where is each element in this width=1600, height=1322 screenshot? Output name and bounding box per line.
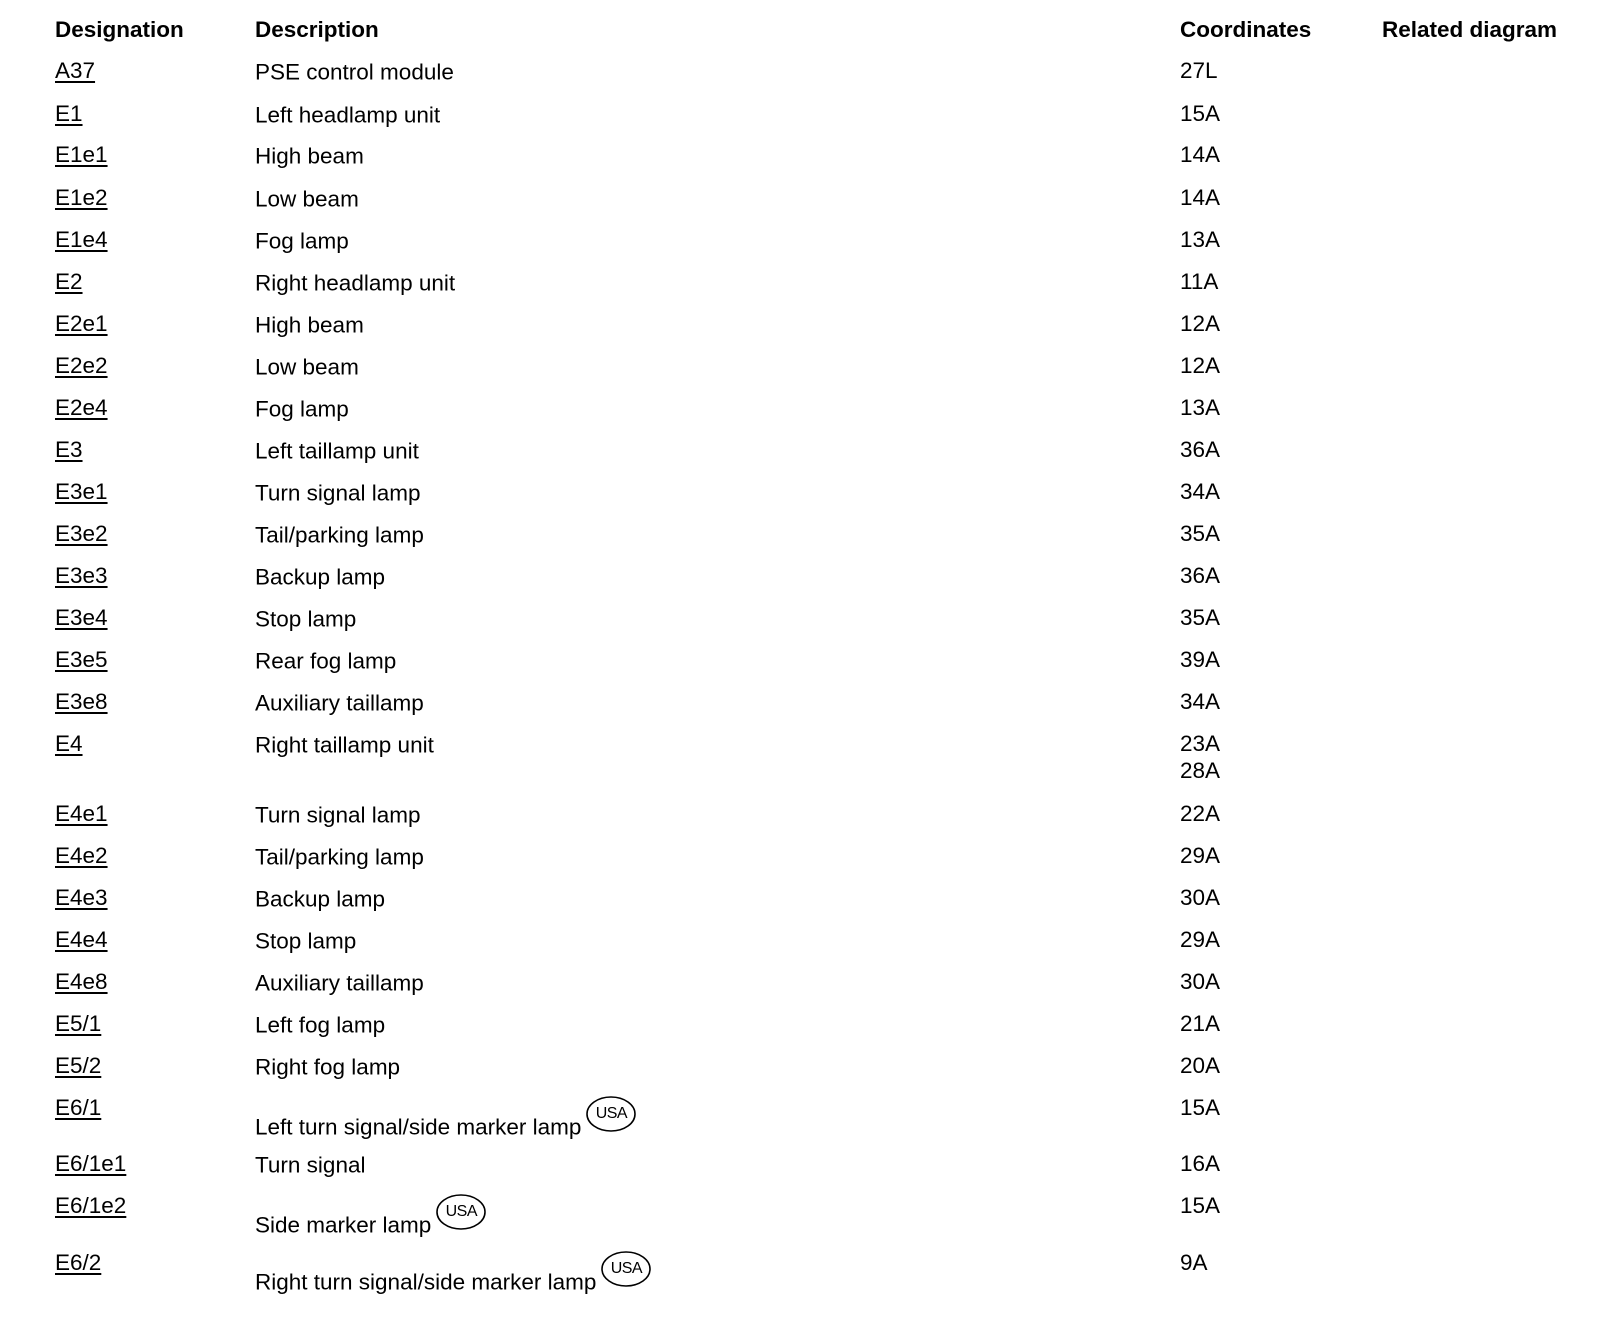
header-designation: Designation — [55, 17, 184, 42]
description-cell — [255, 1105, 637, 1146]
coordinates-cell — [1180, 842, 1220, 869]
description-text: Turn signal lamp — [255, 802, 421, 828]
coordinate-value: 13A — [1180, 227, 1221, 252]
coordinate-value: 15A — [1180, 101, 1221, 126]
coordinate-value: 34A — [1180, 479, 1221, 504]
coordinates-cell — [1180, 1249, 1208, 1276]
coordinate-value: 29A — [1180, 843, 1221, 868]
description-text: Left taillamp unit — [255, 438, 419, 464]
coordinate-value: 39A — [1180, 647, 1221, 672]
designation-link[interactable]: E3e5 — [55, 647, 108, 672]
coordinate-value: 30A — [1180, 885, 1221, 910]
coordinates-cell — [1180, 1192, 1220, 1219]
description-cell — [255, 688, 424, 717]
coordinate-value: 34A — [1180, 689, 1221, 714]
designation-link[interactable]: E1e2 — [55, 185, 108, 210]
description-cell — [255, 352, 359, 381]
designation-link[interactable]: E3e2 — [55, 521, 108, 546]
description-cell — [255, 562, 385, 591]
designation-link[interactable]: A37 — [55, 58, 96, 83]
designation-link[interactable]: E2e4 — [55, 395, 108, 420]
description-cell — [255, 800, 421, 829]
coordinates-cell — [1180, 478, 1220, 505]
header-coordinates: Coordinates — [1180, 17, 1312, 42]
coordinates-cell — [1180, 1150, 1220, 1177]
header-description: Description — [255, 17, 379, 42]
designation-link[interactable]: E2e1 — [55, 311, 108, 336]
designation-link[interactable]: E4e2 — [55, 843, 108, 868]
description-text: Low beam — [255, 186, 359, 212]
coordinates-cell — [1180, 520, 1220, 547]
description-cell — [255, 436, 419, 465]
coordinate-value: 20A — [1180, 1053, 1221, 1078]
description-cell — [255, 604, 356, 633]
coordinates-cell — [1180, 436, 1220, 463]
coordinate-value: 13A — [1180, 395, 1221, 420]
usa-badge-text: USA — [595, 1105, 628, 1122]
designation-link[interactable]: E3 — [55, 437, 83, 462]
designation-link[interactable]: E6/1e2 — [55, 1193, 127, 1218]
coordinates-cell — [1180, 800, 1220, 827]
designation-link[interactable]: E6/2 — [55, 1250, 102, 1275]
coordinates-cell — [1180, 1094, 1220, 1121]
coordinates-cell — [1180, 394, 1220, 421]
designation-link[interactable]: E6/1 — [55, 1095, 102, 1120]
designation-link[interactable]: E4e1 — [55, 801, 108, 826]
coordinates-cell — [1180, 968, 1220, 995]
coordinate-value: 9A — [1180, 1250, 1208, 1275]
description-cell — [255, 520, 424, 549]
description-text: Left headlamp unit — [255, 102, 441, 128]
designation-link[interactable]: E1e1 — [55, 142, 108, 167]
coordinate-value: 16A — [1180, 1151, 1221, 1176]
description-text: Backup lamp — [255, 564, 386, 590]
coordinate-value: 15A — [1180, 1193, 1221, 1218]
coordinates-cell — [1180, 688, 1220, 715]
description-text: Rear fog lamp — [255, 648, 397, 674]
usa-badge-icon — [435, 1193, 487, 1231]
coordinate-value: 36A — [1180, 563, 1221, 588]
coordinate-value: 29A — [1180, 927, 1221, 952]
coordinates-cell — [1180, 884, 1220, 911]
description-text: Backup lamp — [255, 886, 386, 912]
description-cell — [255, 730, 434, 759]
description-cell — [255, 1052, 400, 1081]
description-text: Tail/parking lamp — [255, 522, 424, 548]
coordinate-value: 27L — [1180, 58, 1218, 83]
description-cell — [255, 1260, 652, 1301]
header-related-diagram: Related diagram — [1382, 17, 1558, 42]
description-cell — [255, 968, 424, 997]
coordinate-value: 36A — [1180, 437, 1221, 462]
description-cell — [255, 926, 356, 955]
coordinate-value: 11A — [1180, 269, 1219, 294]
designation-link[interactable]: E4e3 — [55, 885, 108, 910]
description-cell — [255, 1203, 487, 1244]
coordinates-cell — [1180, 926, 1220, 953]
designation-link[interactable]: E3e8 — [55, 689, 108, 714]
description-text: Auxiliary taillamp — [255, 970, 424, 996]
coordinate-value: 28A — [1180, 758, 1221, 783]
designation-link[interactable]: E6/1e1 — [55, 1151, 127, 1176]
description-text: Stop lamp — [255, 928, 357, 954]
coordinate-value: 14A — [1180, 185, 1221, 210]
designation-link[interactable]: E4 — [55, 731, 83, 756]
usa-badge-icon — [600, 1250, 652, 1288]
coordinate-value: 12A — [1180, 311, 1221, 336]
coordinates-cell — [1180, 57, 1218, 84]
description-text: Left turn signal/side marker lamp — [255, 1114, 582, 1140]
coordinate-value: 12A — [1180, 353, 1221, 378]
designation-link[interactable]: E5/2 — [55, 1053, 102, 1078]
coordinates-cell — [1180, 268, 1218, 295]
description-cell — [255, 100, 440, 129]
description-text: Turn signal lamp — [255, 480, 421, 506]
description-text: Turn signal — [255, 1152, 366, 1178]
description-text: Fog lamp — [255, 396, 349, 422]
coordinates-cell — [1180, 604, 1220, 631]
description-cell — [255, 1150, 365, 1179]
designation-link[interactable]: E4e8 — [55, 969, 108, 994]
coordinate-value: 21A — [1180, 1011, 1221, 1036]
description-text: Low beam — [255, 354, 359, 380]
description-text: Right fog lamp — [255, 1054, 401, 1080]
description-cell — [255, 394, 349, 423]
description-cell — [255, 141, 364, 170]
designation-link[interactable]: E2 — [55, 269, 83, 294]
coordinates-cell — [1180, 1010, 1220, 1037]
description-text: High beam — [255, 312, 364, 338]
description-cell — [255, 184, 359, 213]
coordinates-cell — [1180, 310, 1220, 337]
coordinate-value: 22A — [1180, 801, 1221, 826]
description-text: Tail/parking lamp — [255, 844, 424, 870]
description-text: Side marker lamp — [255, 1212, 432, 1238]
coordinates-cell — [1180, 184, 1220, 211]
coordinate-value: 14A — [1180, 142, 1221, 167]
description-cell — [255, 842, 424, 871]
designation-link[interactable]: E5/1 — [55, 1011, 102, 1036]
coordinates-cell — [1180, 562, 1220, 589]
coordinate-value: 23A — [1180, 731, 1221, 756]
description-cell — [255, 268, 455, 297]
coordinate-value: 35A — [1180, 521, 1221, 546]
coordinates-cell — [1180, 730, 1220, 784]
description-cell — [255, 646, 396, 675]
description-cell — [255, 310, 364, 339]
designation-link[interactable]: E3e4 — [55, 605, 108, 630]
coordinates-cell — [1180, 100, 1220, 127]
coordinates-cell — [1180, 646, 1220, 673]
coordinate-value: 15A — [1180, 1095, 1221, 1120]
coordinates-cell — [1180, 352, 1220, 379]
description-text: Stop lamp — [255, 606, 357, 632]
designation-link[interactable]: E1e4 — [55, 227, 108, 252]
description-cell — [255, 884, 385, 913]
coordinate-value: 30A — [1180, 969, 1221, 994]
usa-badge-icon — [585, 1095, 637, 1133]
coordinates-cell — [1180, 1052, 1220, 1079]
description-cell — [255, 57, 454, 86]
designation-link[interactable]: E3e3 — [55, 563, 108, 588]
description-text: Right taillamp unit — [255, 732, 434, 758]
description-cell — [255, 1010, 385, 1039]
coordinate-value: 35A — [1180, 605, 1221, 630]
description-text: PSE control module — [255, 59, 454, 85]
description-text: Fog lamp — [255, 228, 349, 254]
description-cell — [255, 226, 349, 255]
description-cell — [255, 478, 421, 507]
usa-badge-text: USA — [610, 1260, 643, 1277]
usa-badge-text: USA — [445, 1203, 478, 1220]
description-text: High beam — [255, 143, 364, 169]
description-text: Right turn signal/side marker lamp — [255, 1269, 597, 1295]
coordinates-cell — [1180, 226, 1220, 253]
description-text: Auxiliary taillamp — [255, 690, 424, 716]
designation-link[interactable]: E4e4 — [55, 927, 108, 952]
designation-link[interactable]: E1 — [55, 101, 83, 126]
description-text: Right headlamp unit — [255, 270, 456, 296]
designation-link[interactable]: E3e1 — [55, 479, 108, 504]
coordinates-cell — [1180, 141, 1220, 168]
designation-link[interactable]: E2e2 — [55, 353, 108, 378]
description-text: Left fog lamp — [255, 1012, 386, 1038]
